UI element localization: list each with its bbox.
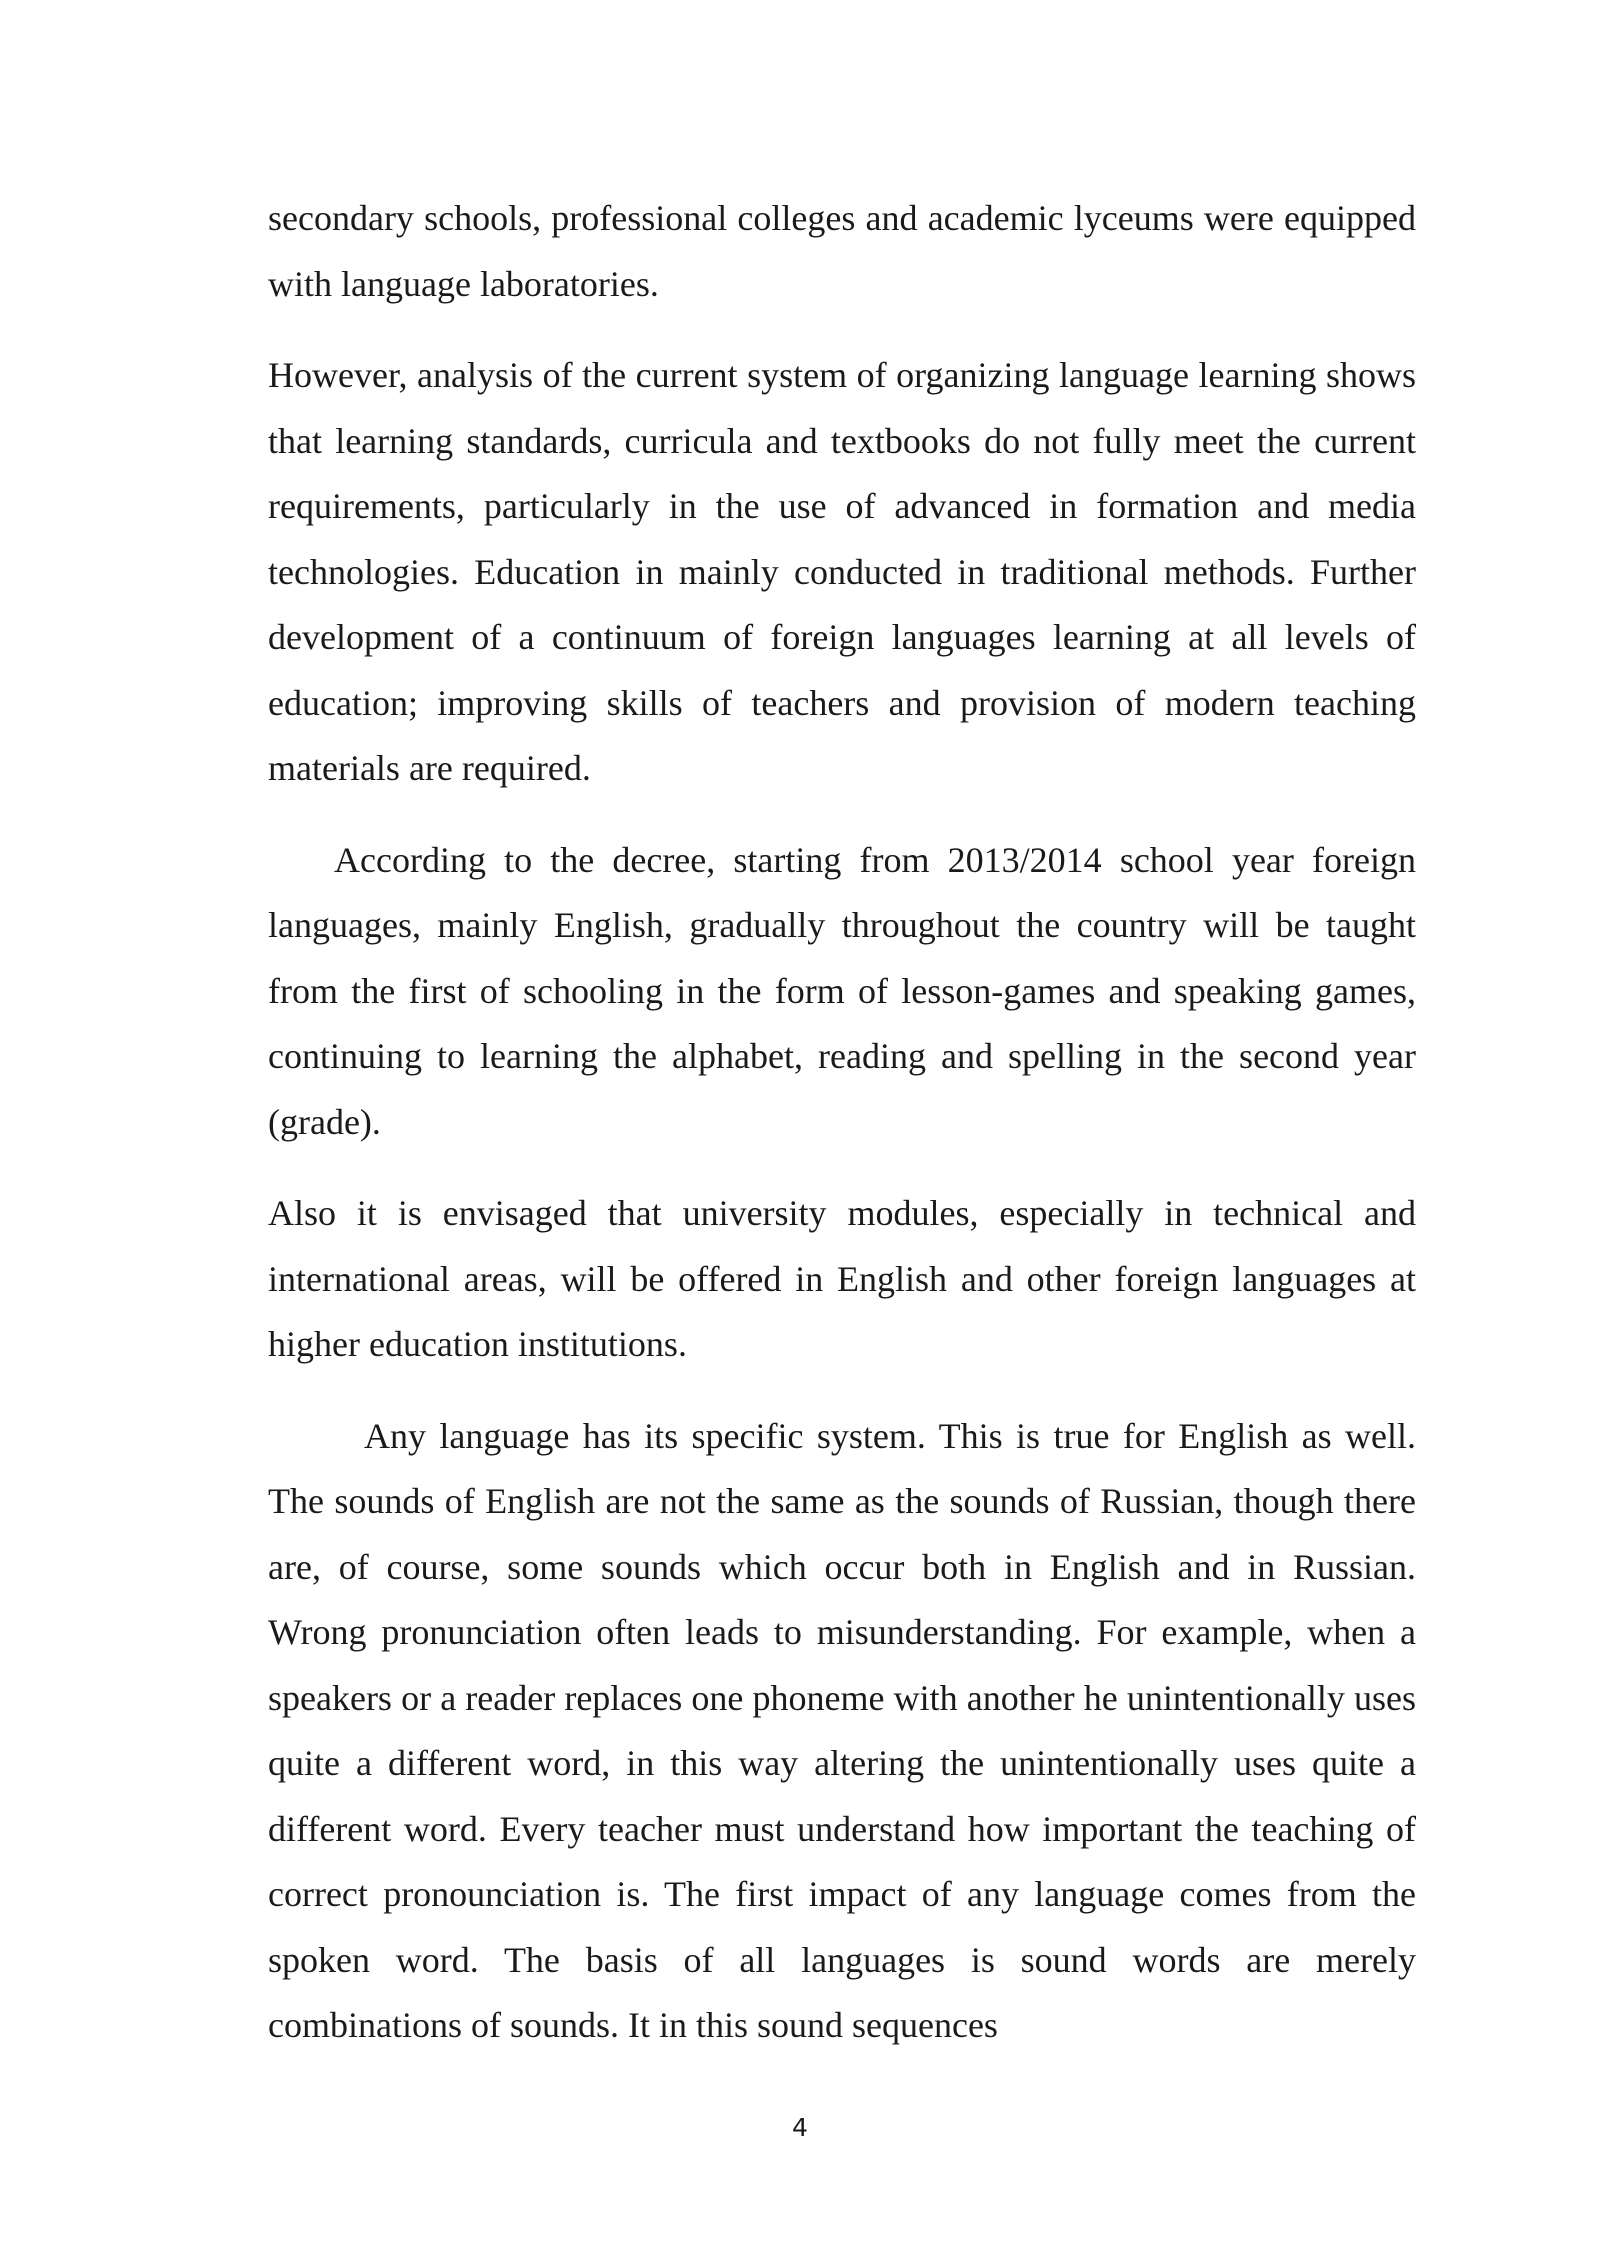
- paragraph-2: However, analysis of the current system of organizing language learning shows that learning standards, curricula and textbooks do not fully meet the current requirements, particularly in the use of advanced in formation and media technologies. Education in mainly conducted in traditional methods. Further development of a continuum of foreign languages learning at all levels of education; improving skills of teachers and provision of modern teaching materials are required.: [268, 355, 1416, 788]
- paragraph-3: According to the decree, starting from 2013/2014 school year foreign languages, mainly English, gradually throughout the country will be taught from the first of schooling in the form of lesson-games and speaking games, continuing to learning the alphabet, reading and spelling in the second year (grade).: [268, 839, 1416, 1142]
- paragraph-5: Any language has its specific system. This is true for English as well. The sounds of English are not the same as the sounds of Russian, though there are, of course, some sounds which occur both in English and in Russian. Wrong pronunciation often leads to misunderstanding. For example, when a speakers or a reader replaces one phoneme with another he unintentionally uses quite a different word, in this way altering the unintentionally uses quite a different word. Every teacher must understand how important the teaching of correct pronounciation is. The first impact of any language comes from the spoken word. The basis of all languages is sound words are merely combinations of sounds. It in this sound sequences: [268, 1415, 1416, 2045]
- body-text: [268, 186, 1416, 2085]
- paragraph-4: Also it is envisaged that university modules, especially in technical and international areas, will be offered in English and other foreign languages at higher education institutions.: [268, 1193, 1416, 1364]
- page-number: 4: [792, 2113, 808, 2142]
- paragraph-1: secondary schools, professional colleges and academic lyceums were equipped with language laboratories.: [268, 198, 1416, 304]
